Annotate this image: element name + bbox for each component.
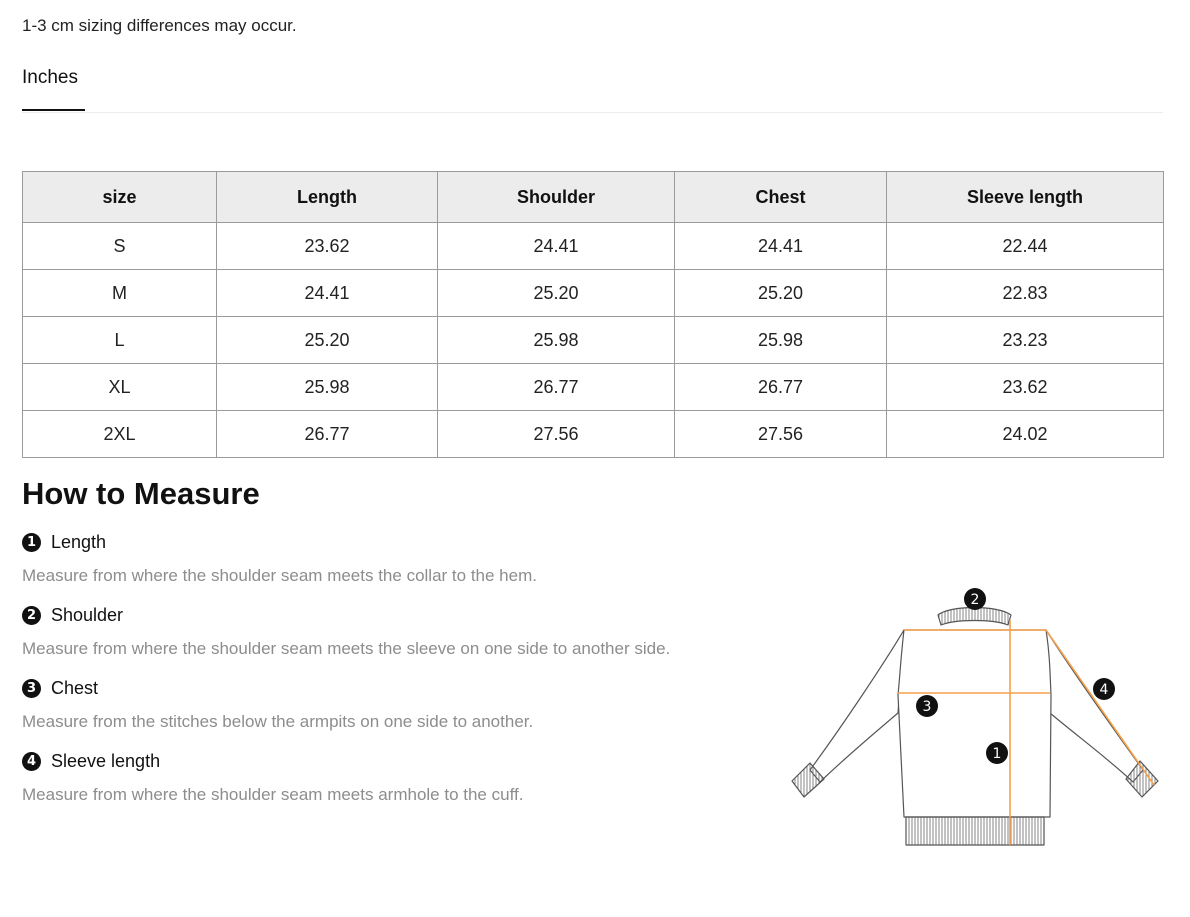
cell-sleeve-length: 23.62 — [887, 364, 1164, 411]
header-length: Length — [217, 172, 438, 223]
how-to-measure-title: How to Measure — [22, 476, 260, 511]
table-header-row — [23, 172, 1164, 223]
cell-length: 26.77 — [217, 411, 438, 458]
tab-inches-label: Inches — [22, 67, 78, 88]
header-shoulder: Shoulder — [438, 172, 675, 223]
size-chart-table — [22, 171, 1164, 458]
measure-title: Length — [51, 531, 107, 552]
number-2-icon: 2 — [22, 606, 41, 625]
measure-description: Measure from where the shoulder seam meets the sleeve on one side to another side. — [22, 639, 671, 658]
cell-sleeve-length: 22.44 — [887, 223, 1164, 270]
cell-chest: 25.98 — [675, 317, 887, 364]
number-4-icon: 4 — [22, 752, 41, 771]
measure-description: Measure from where the shoulder seam meets armhole to the cuff. — [22, 785, 524, 804]
cell-sleeve-length: 23.23 — [887, 317, 1164, 364]
sweater-measurement-diagram — [788, 585, 1168, 855]
cell-size: 2XL — [23, 411, 217, 458]
measure-title: Chest — [51, 677, 99, 698]
measure-item-length — [22, 528, 782, 601]
cell-chest: 27.56 — [675, 411, 887, 458]
table-row — [23, 364, 1164, 411]
cell-chest: 25.20 — [675, 270, 887, 317]
table-row — [23, 223, 1164, 270]
measure-item-shoulder — [22, 601, 782, 674]
header-size: size — [23, 172, 217, 223]
cell-sleeve-length: 24.02 — [887, 411, 1164, 458]
diagram-number-1-icon — [986, 742, 1008, 764]
cell-length: 24.41 — [217, 270, 438, 317]
number-3-icon: 3 — [22, 679, 41, 698]
diagram-number-4-icon — [1093, 678, 1115, 700]
cell-shoulder: 27.56 — [438, 411, 675, 458]
svg-text:1: 1 — [992, 746, 1002, 762]
measure-item-sleeve-length — [22, 747, 782, 820]
cell-length: 23.62 — [217, 223, 438, 270]
svg-text:4: 4 — [1099, 682, 1109, 698]
tab-inches[interactable] — [22, 64, 78, 111]
sizing-notice: 1-3 cm sizing differences may occur. — [22, 16, 297, 35]
active-tab-indicator — [22, 109, 85, 111]
svg-text:2: 2 — [970, 592, 980, 608]
header-chest: Chest — [675, 172, 887, 223]
measure-title: Sleeve length — [51, 750, 161, 771]
table-row — [23, 317, 1164, 364]
table-row — [23, 411, 1164, 458]
measure-item-chest — [22, 674, 782, 747]
cell-chest: 26.77 — [675, 364, 887, 411]
measure-description: Measure from the stitches below the armpits on one side to another. — [22, 712, 534, 731]
sweater-outline — [792, 608, 1158, 846]
cell-length: 25.98 — [217, 364, 438, 411]
unit-tabs — [22, 64, 1163, 113]
diagram-number-2-icon — [964, 588, 986, 610]
cell-shoulder: 24.41 — [438, 223, 675, 270]
cell-shoulder: 25.20 — [438, 270, 675, 317]
cell-length: 25.20 — [217, 317, 438, 364]
table-row — [23, 270, 1164, 317]
diagram-number-3-icon — [916, 695, 938, 717]
cell-shoulder: 26.77 — [438, 364, 675, 411]
header-sleeve-length: Sleeve length — [887, 172, 1164, 223]
cell-chest: 24.41 — [675, 223, 887, 270]
measure-instructions — [22, 528, 782, 820]
number-1-icon: 1 — [22, 533, 41, 552]
measure-description: Measure from where the shoulder seam meets the collar to the hem. — [22, 566, 537, 585]
cell-size: L — [23, 317, 217, 364]
cell-size: S — [23, 223, 217, 270]
cell-size: M — [23, 270, 217, 317]
svg-text:3: 3 — [922, 699, 932, 715]
cell-shoulder: 25.98 — [438, 317, 675, 364]
cell-sleeve-length: 22.83 — [887, 270, 1164, 317]
cell-size: XL — [23, 364, 217, 411]
measure-title: Shoulder — [51, 604, 124, 625]
